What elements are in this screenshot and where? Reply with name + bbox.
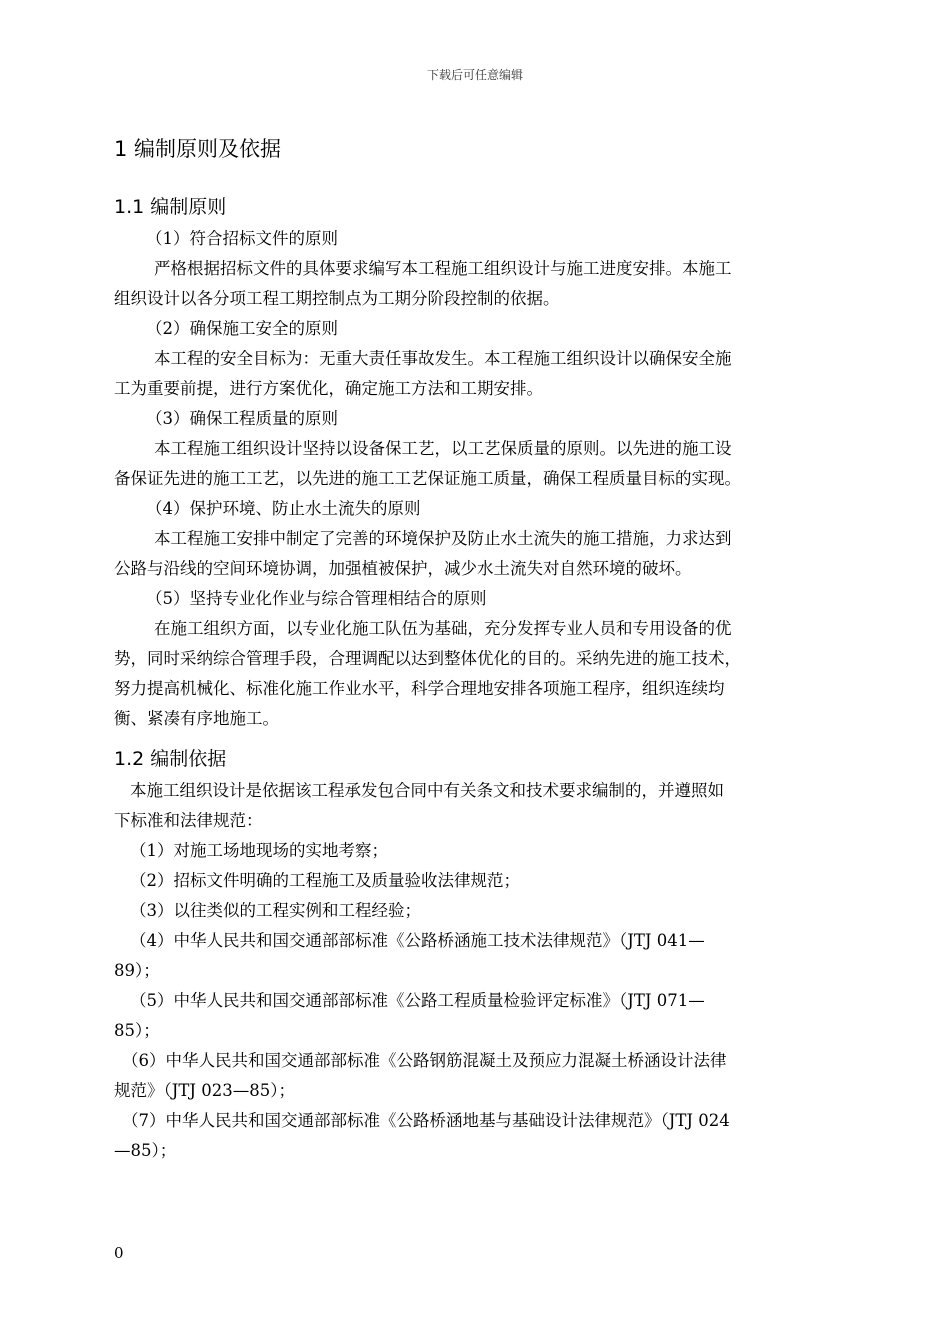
section-heading-1-1: 1.1 编制原则 <box>114 196 227 218</box>
basis-item-7-cont: —85）； <box>114 1141 177 1160</box>
basis-item-4-cont: 89）； <box>114 961 160 980</box>
basis-item-7: （7）中华人民共和国交通部部标准《公路桥涵地基与基础设计法律规范》（JTJ 024 <box>122 1111 730 1130</box>
basis-item-3: （3）以往类似的工程实例和工程经验； <box>130 901 421 920</box>
paragraph-line: 努力提高机械化、标准化施工作业水平，科学合理地安排各项施工程序，组织连续均 <box>114 679 725 698</box>
basis-item-5: （5）中华人民共和国交通部部标准《公路工程质量检验评定标准》（JTJ 071— <box>130 991 705 1010</box>
principle-title-3: （3）确保工程质量的原则 <box>146 409 338 428</box>
principle-title-2: （2）确保施工安全的原则 <box>146 319 338 338</box>
basis-item-6-cont: 规范》（JTJ 023—85）； <box>114 1081 295 1100</box>
paragraph-line: 本工程施工组织设计坚持以设备保工艺，以工艺保质量的原则。以先进的施工设 <box>154 439 732 458</box>
paragraph-line: 本工程的安全目标为：无重大责任事故发生。本工程施工组织设计以确保安全施 <box>154 349 732 368</box>
section-heading-1-2: 1.2 编制依据 <box>114 748 227 770</box>
paragraph-line: 下标准和法律规范： <box>114 811 263 830</box>
paragraph-line: 本工程施工安排中制定了完善的环境保护及防止水土流失的施工措施，力求达到 <box>154 529 732 548</box>
basis-item-4: （4）中华人民共和国交通部部标准《公路桥涵施工技术法律规范》（JTJ 041— <box>130 931 705 950</box>
principle-title-1: （1）符合招标文件的原则 <box>146 229 338 248</box>
basis-item-2: （2）招标文件明确的工程施工及质量验收法律规范； <box>130 871 520 890</box>
paragraph-line: 公路与沿线的空间环境协调，加强植被保护，减少水土流失对自然环境的破坏。 <box>114 559 692 578</box>
basis-item-6: （6）中华人民共和国交通部部标准《公路钢筋混凝土及预应力混凝土桥涵设计法律 <box>122 1051 727 1070</box>
principle-title-4: （4）保护环境、防止水土流失的原则 <box>146 499 421 518</box>
paragraph-line: 在施工组织方面，以专业化施工队伍为基础，充分发挥专业人员和专用设备的优 <box>154 619 732 638</box>
paragraph-line: 工为重要前提，进行方案优化，确定施工方法和工期安排。 <box>114 379 543 398</box>
paragraph-line: 组织设计以各分项工程工期控制点为工期分阶段控制的依据。 <box>114 289 560 308</box>
basis-item-1: （1）对施工场地现场的实地考察； <box>130 841 388 860</box>
paragraph-line: 势，同时采纳综合管理手段，合理调配以达到整体优化的目的。采纳先进的施工技术， <box>114 649 741 668</box>
paragraph-line: 衡、紧凑有序地施工。 <box>114 709 279 728</box>
paragraph-line: 严格根据招标文件的具体要求编写本工程施工组织设计与施工进度安排。本施工 <box>154 259 732 278</box>
document-body <box>114 130 840 1166</box>
paragraph-line: 本施工组织设计是依据该工程承发包合同中有关条文和技术要求编制的，并遵照如 <box>130 781 724 800</box>
basis-item-5-cont: 85）； <box>114 1021 160 1040</box>
paragraph-line: 备保证先进的施工工艺，以先进的施工工艺保证施工质量，确保工程质量目标的实现。 <box>114 469 741 488</box>
section-heading-1: 1 编制原则及依据 <box>114 137 282 161</box>
page-number: 0 <box>114 1244 124 1262</box>
principle-title-5: （5）坚持专业化作业与综合管理相结合的原则 <box>146 589 487 608</box>
page-header: 下载后可任意编辑 <box>426 68 523 82</box>
